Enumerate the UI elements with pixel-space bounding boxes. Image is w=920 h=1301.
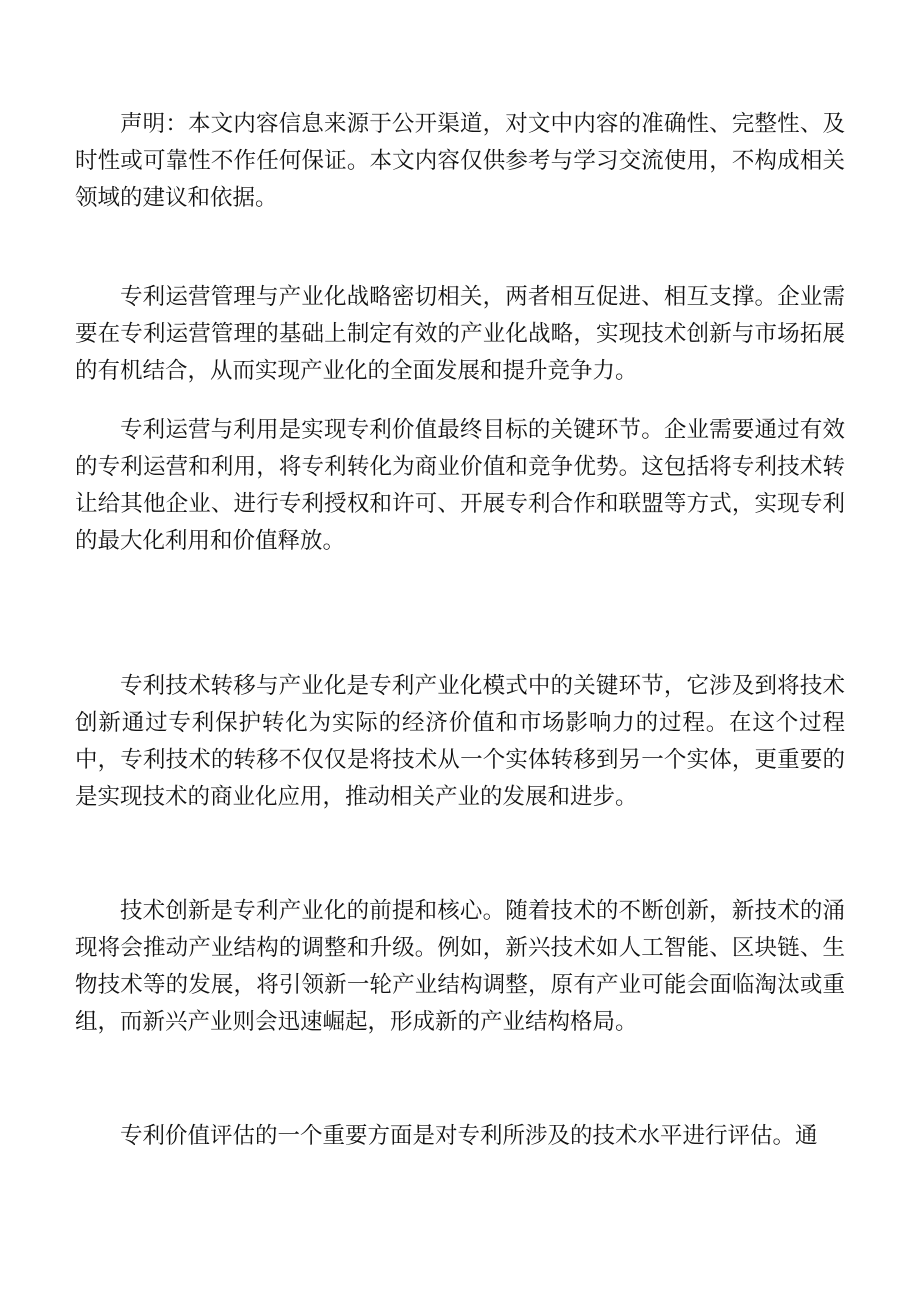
body-paragraph: 专利价值评估的一个重要方面是对专利所涉及的技术水平进行评估。通	[120, 1123, 818, 1149]
body-paragraph: 专利运营管理与产业化战略密切相关，两者相互促进、相互支撑。企业需要在专利运营管理的基础上制定有效的产业化战略，实现技术创新与市场拓展的有机结合，从而实现产业化的全面发展和提升竞争力。	[75, 284, 845, 384]
disclaimer-paragraph: 声明：本文内容信息来源于公开渠道，对文中内容的准确性、完整性、及时性或可靠性不作任何保证。本文内容仅供参考与学习交流使用，不构成相关领域的建议和依据。	[75, 111, 845, 211]
body-paragraph: 专利运营与利用是实现专利价值最终目标的关键环节。企业需要通过有效的专利运营和利用，将专利转化为商业价值和竞争优势。这包括将专利技术转让给其他企业、进行专利授权和许可、开展专利合作和联盟等方式，实现专利的最大化利用和价值释放。	[75, 417, 845, 554]
body-paragraph: 专利技术转移与产业化是专利产业化模式中的关键环节，它涉及到将技术创新通过专利保护转化为实际的经济价值和市场影响力的过程。在这个过程中，专利技术的转移不仅仅是将技术从一个实体转移到另一个实体，更重要的是实现技术的商业化应用，推动相关产业的发展和进步。	[75, 673, 845, 810]
body-paragraph: 技术创新是专利产业化的前提和核心。随着技术的不断创新，新技术的涌现将会推动产业结构的调整和升级。例如，新兴技术如人工智能、区块链、生物技术等的发展，将引领新一轮产业结构调整，原有产业可能会面临淘汰或重组，而新兴产业则会迅速崛起，形成新的产业结构格局。	[75, 898, 845, 1035]
